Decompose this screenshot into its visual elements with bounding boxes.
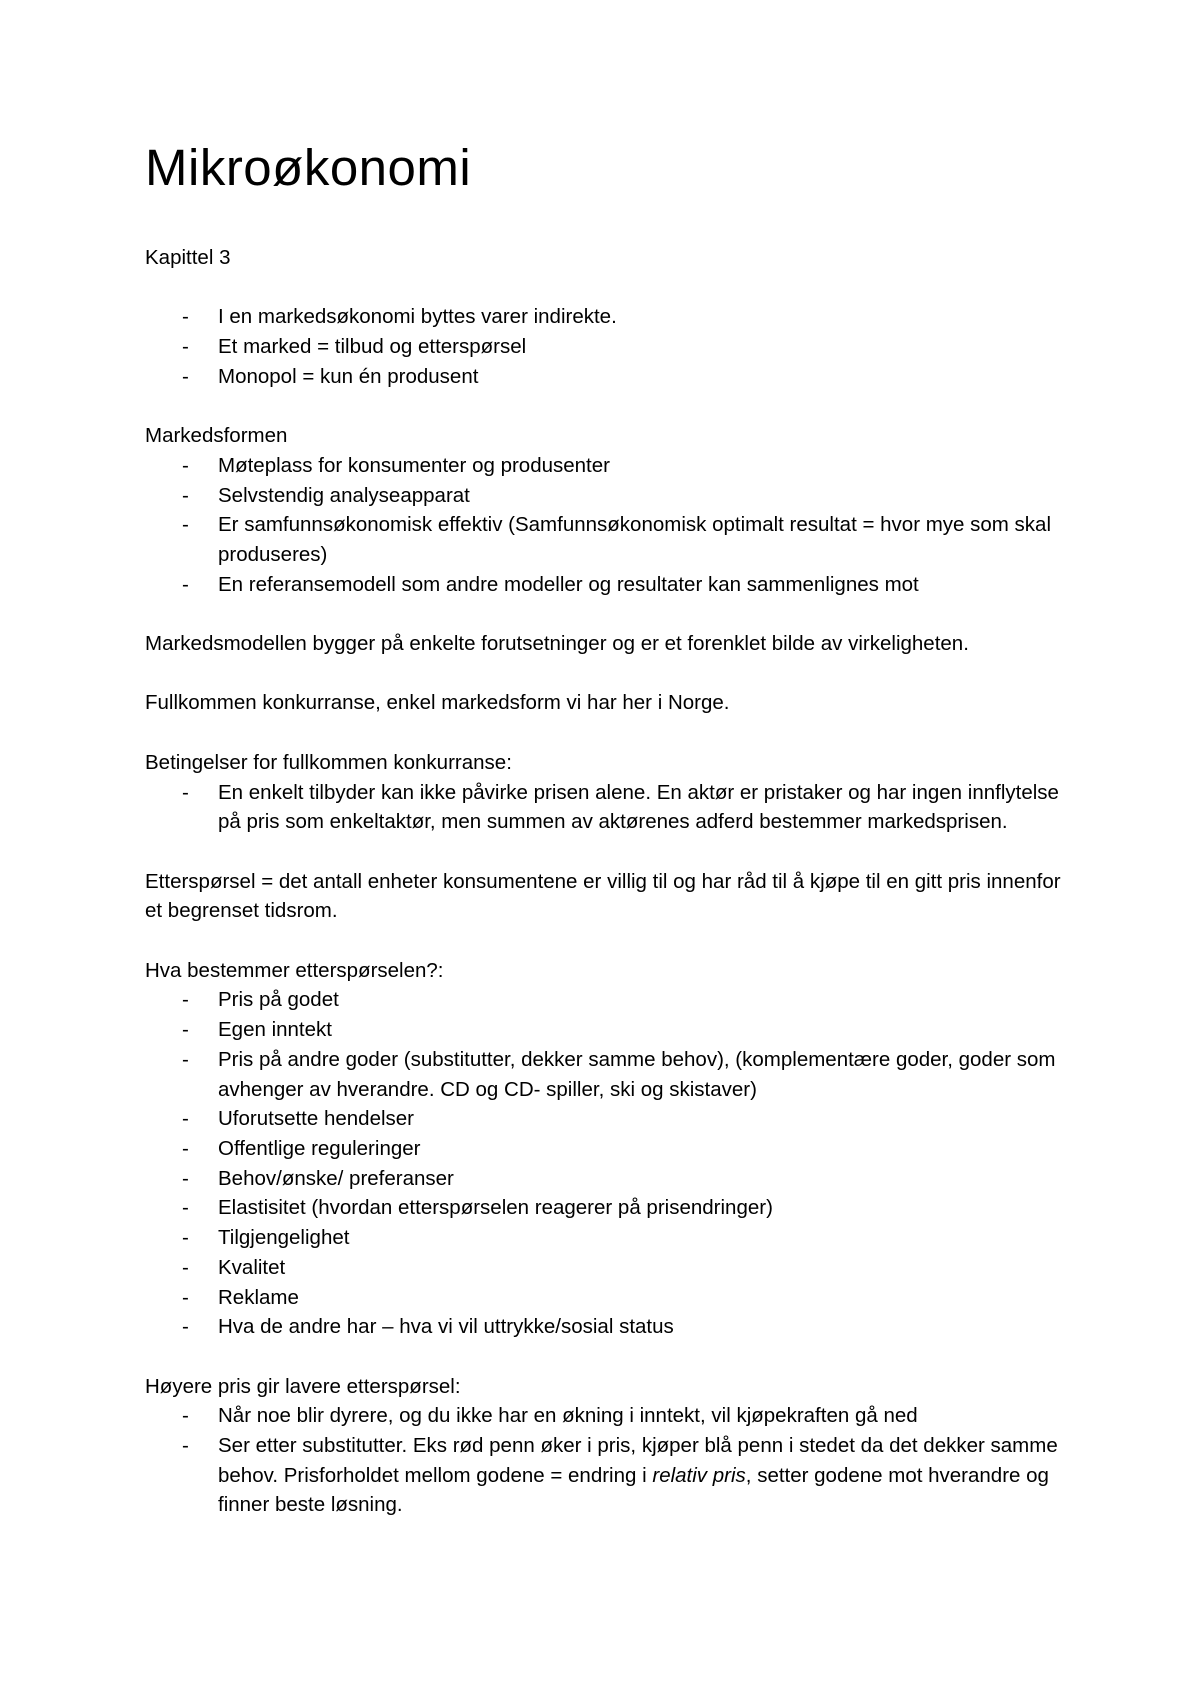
dash-marker: -	[182, 1107, 189, 1131]
list-item-text: Selvstendig analyseapparat	[218, 483, 470, 507]
dash-marker: -	[182, 1404, 189, 1428]
dash-marker: -	[182, 1196, 189, 1220]
spacer	[145, 599, 1075, 629]
list-item-text: En referansemodell som andre modeller og resultater kan sammenlignes mot	[218, 572, 919, 596]
list-item	[182, 1164, 1075, 1194]
list-item-text: Møteplass for konsumenter og produsenter	[218, 453, 610, 477]
section-heading-markedsformen: Markedsformen	[145, 424, 288, 448]
dash-marker: -	[182, 1047, 189, 1071]
list-item-text: Offentlige reguleringer	[218, 1136, 421, 1160]
dash-marker: -	[182, 513, 189, 537]
list-item-text: Pris på andre goder (substitutter, dekker samme behov), (komplementære goder, goder som avhenger av hverandre. CD og CD- spiller, ski og skistaver)	[218, 1047, 1056, 1101]
dash-marker: -	[182, 1166, 189, 1190]
dash-marker: -	[182, 305, 189, 329]
dash-marker: -	[182, 1136, 189, 1160]
spacer	[145, 392, 1075, 422]
list-item	[182, 1193, 1075, 1223]
list-item	[182, 1104, 1075, 1134]
list-item-text-part: , setter godene mot hverandre og finner beste løsning.	[218, 1463, 1049, 1517]
chapter-label: Kapittel 3	[145, 246, 231, 269]
list-item	[182, 510, 1075, 569]
dash-marker: -	[182, 364, 189, 388]
list-item-text: Pris på godet	[218, 988, 339, 1012]
list-item	[182, 1431, 1075, 1520]
list-item-text: Tilgjengelighet	[218, 1226, 350, 1250]
list-item-text: Reklame	[218, 1285, 299, 1309]
spacer	[145, 837, 1075, 867]
section-heading-hoyere-pris: Høyere pris gir lavere etterspørsel:	[145, 1374, 461, 1398]
hva-bestemmer-list	[145, 985, 1075, 1341]
dash-marker: -	[182, 1434, 189, 1457]
list-item-text: Er samfunnsøkonomisk effektiv (Samfunnsøkonomisk optimalt resultat = hvor mye som skal produseres)	[218, 513, 1052, 566]
section-heading-betingelser: Betingelser for fullkommen konkurranse:	[145, 750, 512, 774]
list-item-text: Hva de andre har – hva vi vil uttrykke/sosial status	[218, 1315, 674, 1339]
betingelser-list	[145, 778, 1075, 837]
list-item-text: Behov/ønske/ preferanser	[218, 1166, 454, 1190]
dash-marker: -	[182, 1285, 189, 1309]
spacer	[145, 659, 1075, 689]
italic-term: relativ pris	[652, 1463, 746, 1487]
dash-marker: -	[182, 1255, 189, 1279]
list-item	[182, 451, 1075, 481]
dash-marker: -	[182, 780, 189, 804]
spacer	[145, 718, 1075, 748]
spacer	[145, 926, 1075, 956]
spacer	[145, 273, 1075, 303]
list-item-text: Når noe blir dyrere, og du ikke har en økning i inntekt, vil kjøpekraften gå ned	[218, 1404, 918, 1428]
list-item	[182, 570, 1075, 600]
document-title: Mikroøkonomi	[145, 139, 472, 196]
dash-marker: -	[182, 1018, 189, 1042]
list-item	[182, 1253, 1075, 1283]
spacer	[145, 1342, 1075, 1372]
list-item	[182, 985, 1075, 1015]
section-heading-hva-bestemmer: Hva bestemmer etterspørselen?:	[145, 958, 444, 982]
dash-marker: -	[182, 988, 189, 1012]
list-item	[182, 1283, 1075, 1313]
dash-marker: -	[182, 572, 189, 596]
list-item	[182, 1401, 1075, 1431]
list-item	[182, 1312, 1075, 1342]
paragraph-fullkommen: Fullkommen konkurranse, enkel markedsform vi har her i Norge.	[145, 691, 730, 715]
list-item-text: Egen inntekt	[218, 1018, 332, 1042]
list-item	[182, 362, 1075, 392]
hoyere-pris-list	[145, 1401, 1075, 1520]
list-item	[182, 1015, 1075, 1045]
markedsformen-list	[145, 451, 1075, 600]
list-item-text: En enkelt tilbyder kan ikke påvirke prisen alene. En aktør er pristaker og har ingen innflytelse på pris som enkeltaktør, men summen av aktørenes adferd bestemmer markedsprisen.	[218, 780, 1059, 834]
dash-marker: -	[182, 1226, 189, 1250]
list-item	[182, 302, 1075, 332]
list-item-text: Kvalitet	[218, 1255, 286, 1279]
document-body	[145, 243, 1075, 1520]
intro-list	[145, 302, 1075, 391]
list-item-text-part: Ser etter substitutter. Eks rød penn øker i pris, kjøper blå penn i stedet da det dekker samme behov. Prisforholdet mellom godene = endring i	[218, 1434, 1058, 1487]
dash-marker: -	[182, 335, 189, 359]
list-item	[182, 332, 1075, 362]
list-item	[182, 1045, 1075, 1104]
list-item-text: Monopol = kun én produsent	[218, 364, 479, 388]
paragraph-markedsmodellen: Markedsmodellen bygger på enkelte forutsetninger og er et forenklet bilde av virkeligheten.	[145, 632, 969, 656]
dash-marker: -	[182, 1315, 189, 1339]
dash-marker: -	[182, 453, 189, 477]
list-item	[182, 1223, 1075, 1253]
list-item	[182, 778, 1075, 837]
list-item-text: I en markedsøkonomi byttes varer indirekte.	[218, 305, 617, 329]
list-item-text: Uforutsette hendelser	[218, 1107, 415, 1131]
paragraph-ettersporsel: Etterspørsel = det antall enheter konsumentene er villig til og har råd til å kjøpe til en gitt pris innenfor et begrenset tidsrom.	[145, 869, 1061, 923]
list-item-text: Elastisitet (hvordan etterspørselen reagerer på prisendringer)	[218, 1196, 773, 1220]
list-item-text: Et marked = tilbud og etterspørsel	[218, 335, 527, 359]
dash-marker: -	[182, 483, 189, 507]
list-item	[182, 481, 1075, 511]
list-item	[182, 1134, 1075, 1164]
